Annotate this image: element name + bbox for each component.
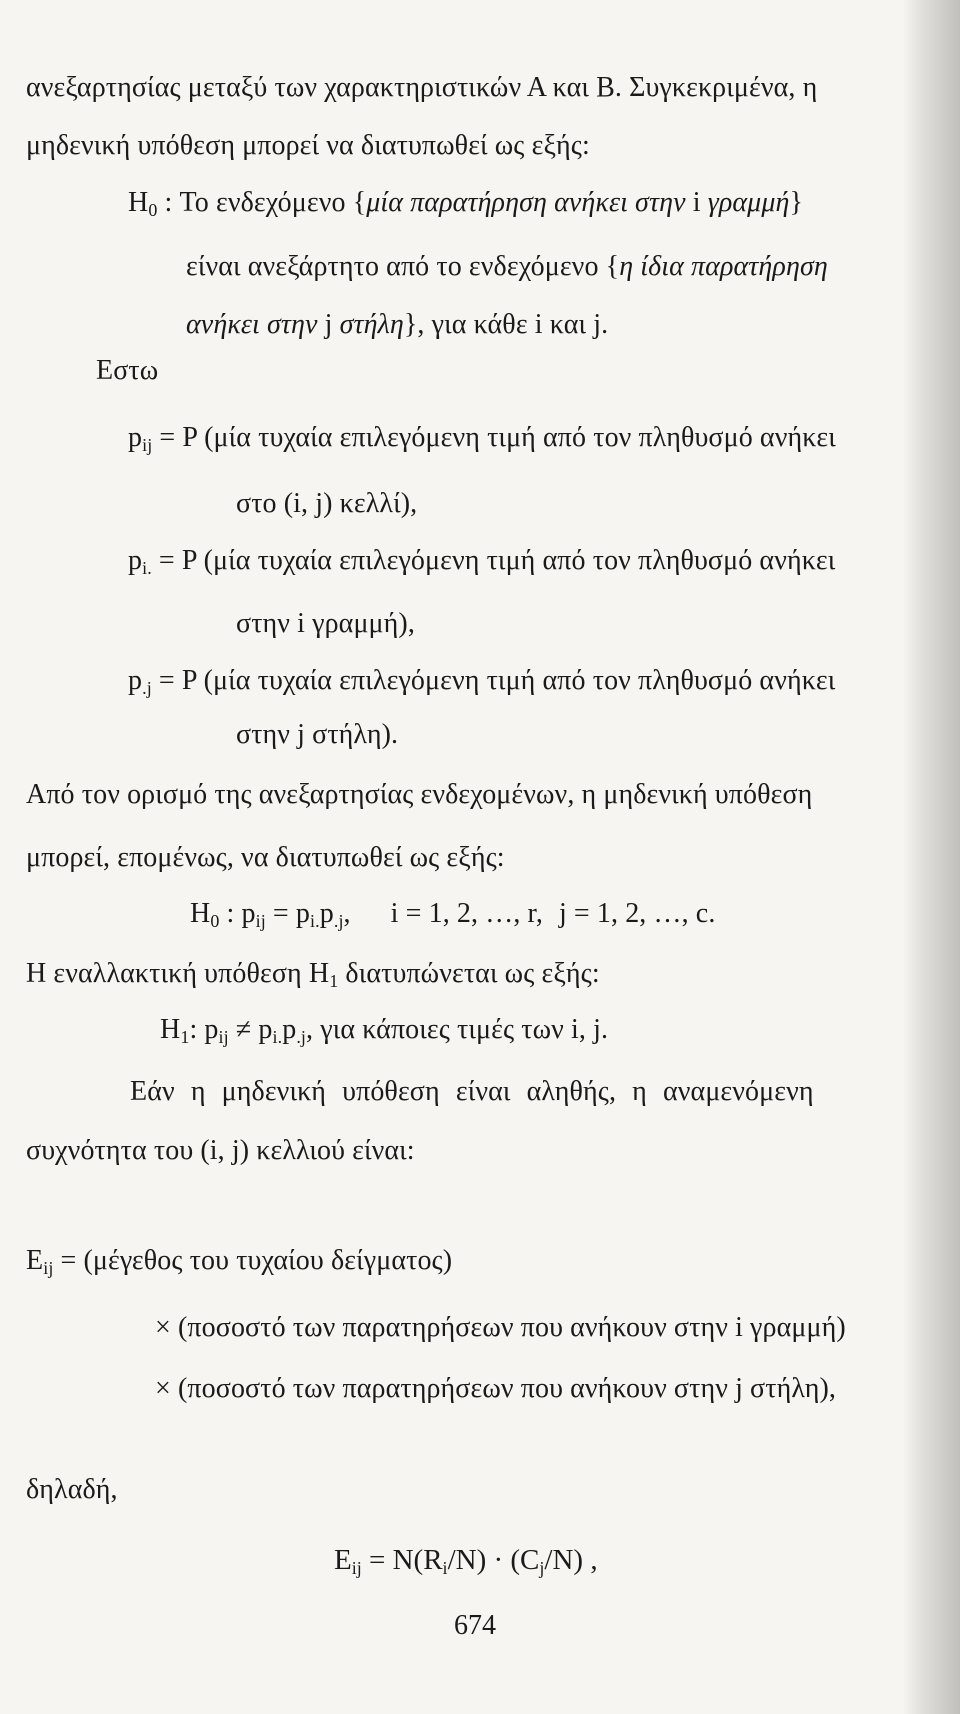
text: × (ποσοστό των παρατηρήσεων που ανήκουν στην i γραμμή)	[155, 1312, 846, 1343]
subscript: ij	[142, 435, 153, 456]
italic-text: η ίδια παρατήρηση	[619, 251, 828, 282]
h0-statement-line-3	[186, 311, 608, 339]
subscript: ij	[43, 1258, 54, 1279]
text: /N) · (C	[447, 1544, 540, 1576]
times-line-1	[155, 1314, 846, 1342]
italic-text: ανήκει στην	[186, 309, 325, 340]
text: : p	[219, 898, 256, 929]
symbol-p: p	[128, 545, 143, 576]
text: διατυπώνεται ως εξής:	[338, 958, 600, 989]
subscript: i	[442, 1558, 448, 1579]
paragraph-line-6	[26, 1137, 415, 1165]
subscript: 1	[180, 1027, 190, 1048]
text: δηλαδή,	[26, 1474, 118, 1505]
paragraph-text: συχνότητα του (i, j) κελλιού είναι:	[26, 1135, 415, 1166]
pij-definition-cont	[236, 490, 417, 518]
text: /N) ,	[544, 1544, 598, 1576]
letter-i: i	[692, 187, 701, 218]
range-j: j = 1, 2, …, c.	[558, 898, 716, 929]
text: : Το ενδεχόμενο {	[157, 187, 367, 218]
brace: }	[789, 187, 804, 218]
h0-statement-line-1	[128, 189, 803, 219]
subscript: 0	[148, 200, 158, 221]
text: = P (μία τυχαία επιλεγόμενη τιμή από τον πληθυσμό ανήκει	[151, 545, 836, 576]
pi-definition-cont	[236, 610, 415, 638]
paragraph-line-5	[130, 1078, 814, 1106]
symbol-e: E	[26, 1245, 44, 1276]
dhladh-line	[26, 1476, 118, 1504]
paragraph-line-1	[26, 74, 817, 102]
text: = p	[265, 898, 311, 929]
symbol-h: H	[128, 187, 149, 218]
times-line-2	[155, 1375, 836, 1403]
text: στο (i, j) κελλί),	[236, 488, 418, 519]
text: }, για κάθε i και j.	[403, 309, 609, 340]
text: Εστω	[96, 355, 159, 386]
symbol-p: p	[319, 898, 334, 929]
paragraph-line-4	[26, 844, 505, 872]
paragraph-text: Από τον ορισμό της ανεξαρτησίας ενδεχομένων, η μηδενική υπόθεση	[26, 779, 813, 810]
pij-definition	[128, 424, 836, 454]
subscript: .j	[333, 911, 344, 932]
subscript: i.	[272, 1027, 283, 1048]
text: Η εναλλακτική υπόθεση H	[26, 958, 330, 989]
subscript: 1	[329, 971, 339, 992]
subscript: ij	[351, 1558, 362, 1579]
text: = P (μία τυχαία επιλεγόμενη τιμή από τον πληθυσμό ανήκει	[151, 665, 836, 696]
symbol-e: E	[334, 1544, 352, 1576]
h0-equation	[190, 900, 715, 930]
italic-text: στήλη	[332, 309, 404, 340]
text: ≠ p	[228, 1014, 273, 1045]
text: ,	[343, 898, 351, 929]
subscript: i.	[310, 911, 320, 932]
symbol-h: H	[160, 1014, 181, 1045]
text: = N(R	[361, 1544, 443, 1576]
range-i: i = 1, 2, …, r,	[390, 898, 543, 929]
text: στην i γραμμή),	[236, 608, 415, 639]
symbol-p: p	[128, 422, 143, 453]
page-number: 674	[454, 1610, 496, 1641]
h0-statement-line-2	[186, 253, 828, 281]
h1-equation	[160, 1016, 608, 1046]
text: , για κάποιες τιμές των i, j.	[306, 1014, 609, 1045]
paragraph-line-2	[26, 132, 590, 160]
subscript: 0	[210, 911, 220, 932]
paragraph-text: Εάν η μηδενική υπόθεση είναι αληθής, η αναμενόμενη	[130, 1076, 814, 1107]
subscript: ij	[255, 911, 266, 932]
pj-definition-cont	[236, 721, 398, 749]
text: = P (μία τυχαία επιλεγόμενη τιμή από τον πληθυσμό ανήκει	[152, 422, 836, 453]
symbol-p: p	[128, 665, 143, 696]
text: = (μέγεθος του τυχαίου δείγματος)	[53, 1245, 453, 1276]
text: : p	[189, 1014, 219, 1045]
paragraph-line-3	[26, 781, 812, 809]
eij-definition	[26, 1247, 452, 1277]
text: είναι ανεξάρτητο από το ενδεχόμενο {	[186, 251, 620, 282]
subscript: ij	[218, 1027, 229, 1048]
subscript: j	[539, 1558, 545, 1579]
symbol-p: p	[282, 1014, 297, 1045]
page-edge-shadow	[902, 0, 960, 1714]
italic-text: μία παρατήρηση ανήκει στην	[366, 187, 693, 218]
estw-line	[96, 357, 158, 385]
text: × (ποσοστό των παρατηρήσεων που ανήκουν στην j στήλη),	[155, 1373, 837, 1404]
h1-intro	[26, 960, 600, 990]
paragraph-text: μπορεί, επομένως, να διατυπωθεί ως εξής:	[26, 842, 505, 873]
symbol-h: H	[190, 898, 211, 929]
italic-text: γραμμή	[700, 187, 790, 218]
pi-definition	[128, 547, 835, 577]
paragraph-text: μηδενική υπόθεση μπορεί να διατυπωθεί ως εξής:	[26, 130, 590, 161]
subscript: i.	[142, 558, 152, 579]
subscript: .j	[296, 1027, 307, 1048]
paragraph-text: ανεξαρτησίας μεταξύ των χαρακτηριστικών Α και Β. Συγκεκριμένα, η	[26, 72, 818, 103]
subscript: .j	[142, 678, 152, 699]
letter-j: j	[324, 309, 333, 340]
pj-definition	[128, 667, 835, 697]
final-formula	[334, 1546, 598, 1577]
text: στην j στήλη).	[236, 719, 399, 750]
